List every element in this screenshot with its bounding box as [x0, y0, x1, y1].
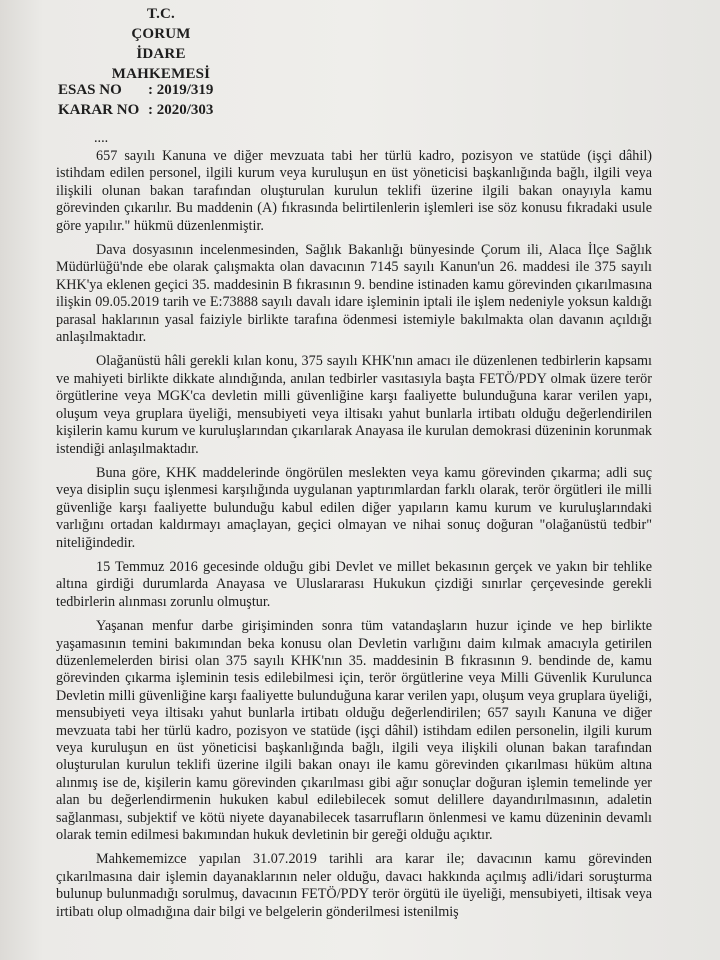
header-city: ÇORUM: [131, 26, 191, 42]
header-court: İDARE MAHKEMESİ: [111, 46, 211, 82]
paragraph: Olağanüstü hâli gerekli kılan konu, 375 sayılı KHK'nın amacı ile düzenlenen tedbirlerin kapsamı ve mahiyeti birlikte dikkate alındığında, anılan tedbirler vasıtasıyla başta FETÖ/PDY olmak üzere terör örgütlerine veya MGK'ca devletin milli güvenliğine karşı faaliyette bulunduğuna karar verilen yapı, oluşum veya gruplara üyeliği, mensubiyeti veya iltisakı yahut bunlarla irtibatı olduğu değerlendirilen kişilerin kamu kurum ve kuruluşlarından çıkarılarak Anayasa ile kurulan demokrasi düzeninin korunmak istendiği anlaşılmaktadır.: [56, 353, 652, 457]
paragraph: 657 sayılı Kanuna ve diğer mevzuata tabi her türlü kadro, pozisyon ve statüde (işçi dâhil) istihdam edilen personel, ilgili kurum veya kuruluşun en üst yöneticisi başkanlığında bağlı, ilgili veya ilişkili olunan bakan tarafından oluşturulan kurulun teklifi üzerine ilgili bakan onayıyla kamu görevinden çıkarılır. Bu maddenin (A) fıkrasında belirtilenlerin işlemleri ise söz konusu fıkradaki usule göre yapılır." hükmü düzenlenmiştir.: [56, 148, 652, 234]
karar-value: : 2020/303: [148, 102, 214, 118]
karar-label: KARAR NO: [58, 102, 140, 118]
esas-row: [58, 80, 213, 100]
paragraph: Yaşanan menfur darbe girişiminden sonra tüm vatandaşların huzur içinde ve hep birlikte yaşamasının temini bakımından beka konusu olan Devletin varlığını daim kılmak amacıyla getirilen düzenlemelerden birisi olan 375 sayılı KHK'nın 35. maddesinin B fıkrasının 9. bendinde de, kamu görevinden çıkarma işleminin tesis edilebilmesi için, terör örgütlerine veya Milli Güvenlik Kurulunca Devletin milli güvenliğine karşı faaliyette bulunduğuna karar verilen yapı, oluşum veya gruplara üyeliği, mensubiyeti veya iltisakı yahut bunlarla irtibatı olduğu değerlendirilen; 657 sayılı Kanuna ve diğer mevzuata tabi her türlü kadro, pozisyon ve statüde (işçi dâhil) istihdam edilen personelin, ilgili kurum veya kuruluşun en üst yöneticisi başkanlığında bağlı, ilgili veya ilişkili olunan bakan tarafından oluşturulan kurulun teklifi üzerine ilgili bakan onayı ile kamu görevinden çıkarılması hüküm altına alınmış ise de, kişilerin kamu görevinden çıkarılması gibi ağır sonuçlar doğuran işlemin temelinde yer alan bu değerlendirmenin hukuken kabul edilebilecek somut delillere dayandırılmasının, adaletin sağlanması, subjektif ve kötü niyete dayanabilecek tasarrufların önlenmesi ve kamu düzeninin devamlı olarak temin edilmesi bakımından hukuk devletinin bir gereği olduğu açıktır.: [56, 618, 652, 844]
esas-value: : 2019/319: [148, 82, 214, 98]
paragraph: 15 Temmuz 2016 gecesinde olduğu gibi Devlet ve millet bekasının gerçek ve yakın bir tehlike altına girdiği durumlarda Anayasa ve Uluslararası Hukukun çizdiği sınırlar çerçevesinde gerekli tedbirlerin alınması zorunlu olmuştur.: [56, 558, 652, 610]
court-header: [96, 4, 226, 84]
karar-row: [58, 100, 213, 120]
document-body: [56, 130, 652, 928]
ellipsis: ....: [94, 130, 109, 146]
header-tc: T.C.: [146, 6, 176, 22]
esas-label: ESAS NO: [58, 82, 122, 98]
paragraph: Buna göre, KHK maddelerinde öngörülen meslekten veya kamu görevinden çıkarma; adli suç veya disiplin suçu işlenmesi karşılığında uygulanan yaptırımlardan farklı olarak, terör örgütleri ile milli güvenliğe karşı faaliyette bulunduğu kabul edilen diğer yapıların kamu kurum ve kuruluşlarındaki varlığını ortadan kaldırmayı amaçlayan, geçici olmayan ve nihai sonuç doğuran "olağanüstü tedbir" niteliğindedir.: [56, 464, 652, 551]
case-meta: [58, 80, 213, 120]
paragraph: Dava dosyasının incelenmesinden, Sağlık Bakanlığı bünyesinde Çorum ili, Alaca İlçe Sağlık Müdürlüğü'nde ebe olarak çalışmakta olan davacının 7145 sayılı Kanun'un 26. maddesi ile 375 sayılı KHK'ya eklenen geçici 35. maddesinin B fıkrasının 9. bendine istinaden kamu görevinden çıkarılmasına ilişkin 09.05.2019 tarih ve E:73888 sayılı davalı idare işleminin iptali ile işlem nedeniyle yoksun kaldığı parasal haklarının yasal faiziyle birlikte tarafına ödenmesi istemiyle bakılmakta olan davanın açıldığı anlaşılmaktadır.: [56, 242, 652, 346]
paragraph: Mahkememizce yapılan 31.07.2019 tarihli ara karar ile; davacının kamu görevinden çıkarılmasına dair işlemin dayanaklarının neler olduğu, davacı hakkında açılmış adli/idari soruşturma bulunup bulunmadığı sorulmuş, davacının FETÖ/PDY terör örgütü ile üyeliği, mensubiyeti, iltisak veya irtibatı olup olmadığına dair bilgi ve belgelerin gönderilmesi istenilmiş: [56, 851, 652, 920]
